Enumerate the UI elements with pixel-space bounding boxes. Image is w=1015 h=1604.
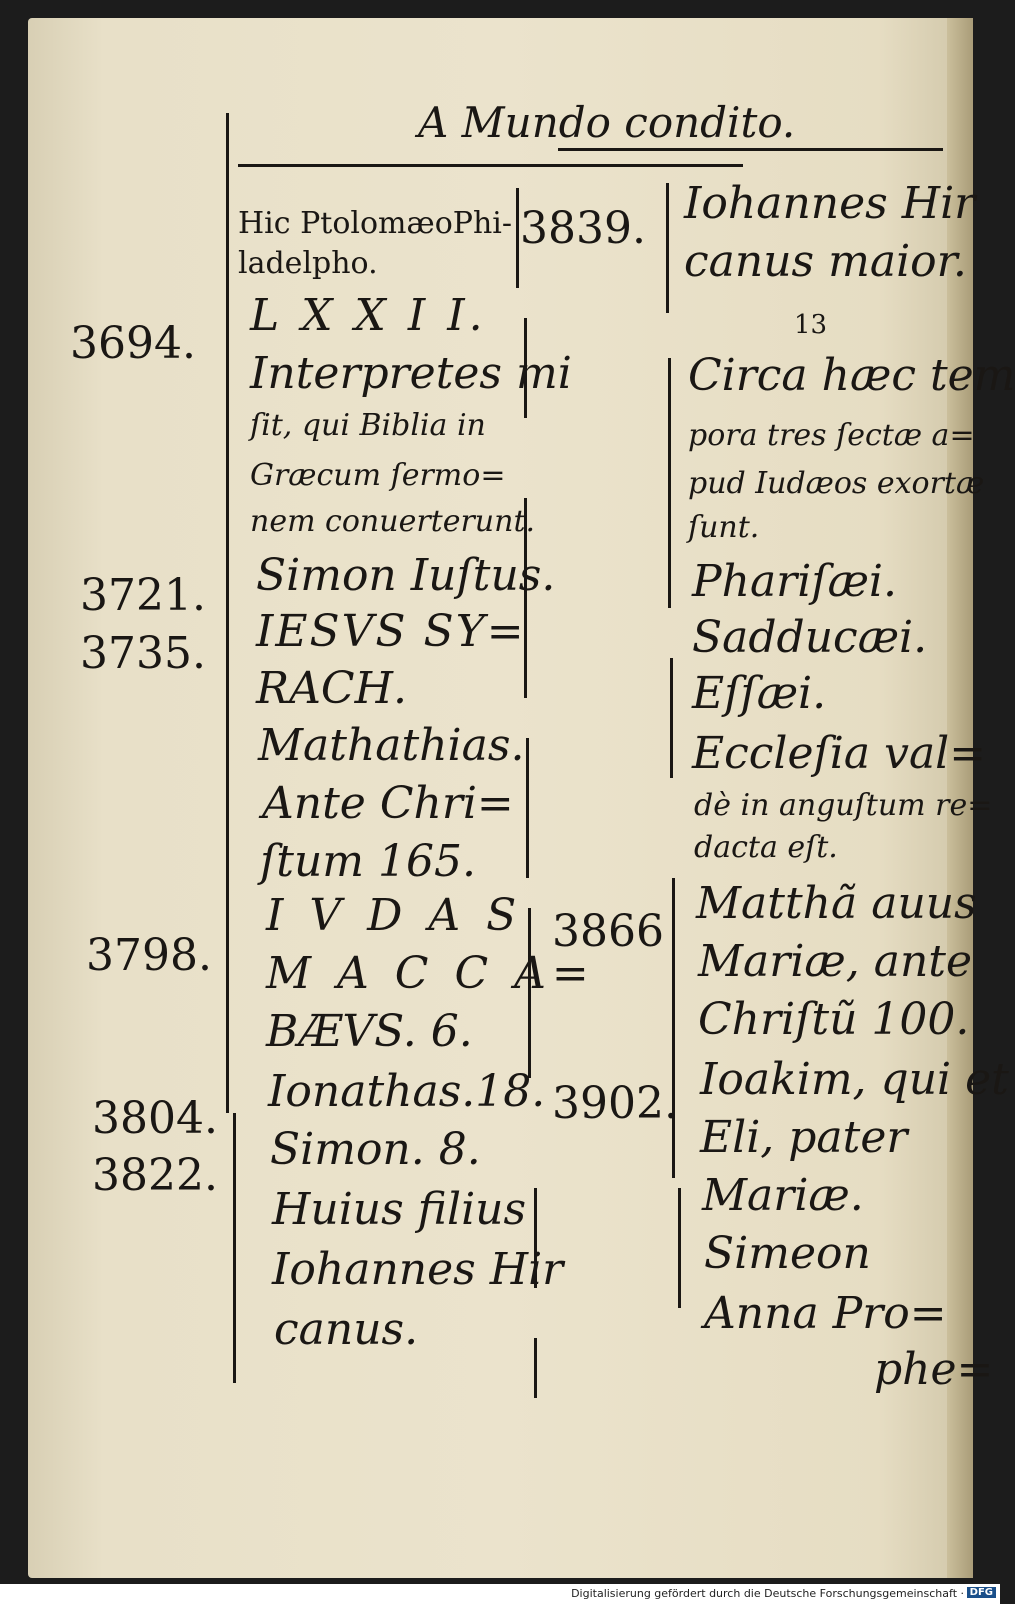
col2-line-19: Mariæ. <box>702 1170 864 1221</box>
col2-line-1: Iohannes Hir <box>684 178 976 229</box>
column-rule-2g <box>534 1338 537 1398</box>
year-3694: 3694. <box>70 318 196 369</box>
col2-line-10: Eſſæi. <box>692 668 827 719</box>
col1-line-17: Ionathas.18. <box>268 1066 546 1117</box>
col1-line-10: RACH. <box>256 663 407 714</box>
col1-line-3: L X X I I. <box>250 290 487 341</box>
col1-line-7: nem conuerterunt. <box>250 504 536 539</box>
col2-line-11: Eccleſia val= <box>692 728 987 779</box>
col1-line-13: ſtum 165. <box>260 836 476 887</box>
col2-line-8: Phariſæi. <box>692 556 897 607</box>
column-rule-2d <box>526 738 529 878</box>
col1-line-9: IESVS SY= <box>256 606 526 657</box>
col1-line-16: BÆVS. 6. <box>266 1006 473 1057</box>
col1-line-20: Iohannes Hir <box>272 1244 564 1295</box>
dfg-logo[interactable]: DFG <box>967 1587 996 1598</box>
col1-line-19: Huius filius <box>272 1184 527 1235</box>
col1-line-21: canus. <box>274 1304 419 1355</box>
header-rule <box>238 164 743 167</box>
col2-line-5: pora tres ſectæ a= <box>688 418 975 453</box>
col2-line-12: dè in anguſtum re= <box>694 788 993 823</box>
col1-line-14: I V D A S <box>266 890 523 941</box>
col2-line-16: Chriſtũ 100. <box>698 994 970 1045</box>
year-3735: 3735. <box>80 628 206 679</box>
col2-line-17: Ioakim, qui et <box>700 1054 1009 1105</box>
col1-line-2: ladelpho. <box>238 246 378 281</box>
col1-line-4: Interpretes mi <box>250 348 572 399</box>
page-header-title: A Mundo condito. <box>418 98 796 147</box>
col1-line-5: ſit, qui Biblia in <box>250 408 486 443</box>
col2-line-22: phe= <box>874 1344 994 1395</box>
col1-line-6: Græcum ſermo= <box>250 458 506 493</box>
column-rule-1b <box>233 1113 236 1383</box>
column-rule-2a <box>516 188 519 288</box>
col2-line-9: Sadducæi. <box>692 612 928 663</box>
footer-credit: Digitalisierung gefördert durch die Deutsche Forschungsgemeinschaft · <box>571 1587 964 1600</box>
year-3798: 3798. <box>86 930 212 981</box>
column-rule-3e <box>678 1188 681 1308</box>
col1-line-12: Ante Chri= <box>262 778 514 829</box>
column-rule-3b <box>668 358 671 608</box>
col2-line-15: Mariæ, ante <box>698 936 973 987</box>
year-3804: 3804. <box>92 1093 218 1144</box>
year-3902: 3902. <box>552 1078 678 1129</box>
col1-line-18: Simon. 8. <box>270 1124 481 1175</box>
year-3866: 3866 <box>552 906 664 957</box>
col2-line-2: canus maior. <box>684 236 967 287</box>
column-rule-3c <box>670 658 673 778</box>
col2-line-14: Matthã auus <box>696 878 977 929</box>
col1-line-11: Mathathias. <box>258 720 525 771</box>
col1-line-15: M A C C A= <box>266 948 595 999</box>
col1-line-8: Simon Iuſtus. <box>256 550 556 601</box>
column-rule-1 <box>226 113 229 1113</box>
col2-line-3: 13 <box>794 310 828 340</box>
column-rule-3d <box>672 878 675 1178</box>
column-rule-3a <box>666 183 669 313</box>
col2-line-4: Circa hæc tem <box>688 350 1015 401</box>
digitization-footer <box>0 1584 1000 1604</box>
col2-line-18: Eli, pater <box>700 1112 908 1163</box>
header-rule-right <box>558 148 943 151</box>
col2-line-6: pud Iudæos exortæ <box>688 466 985 501</box>
col1-line-1: Hic PtolomæoPhi- <box>238 206 512 241</box>
book-page <box>28 18 1015 1578</box>
col2-line-7: ſunt. <box>688 510 760 545</box>
col2-line-20: Simeon <box>704 1228 871 1279</box>
col2-line-13: dacta eſt. <box>694 830 838 865</box>
year-3721: 3721. <box>80 570 206 621</box>
year-3839: 3839. <box>520 203 646 254</box>
col2-line-21: Anna Pro= <box>704 1288 947 1339</box>
year-3822: 3822. <box>92 1150 218 1201</box>
